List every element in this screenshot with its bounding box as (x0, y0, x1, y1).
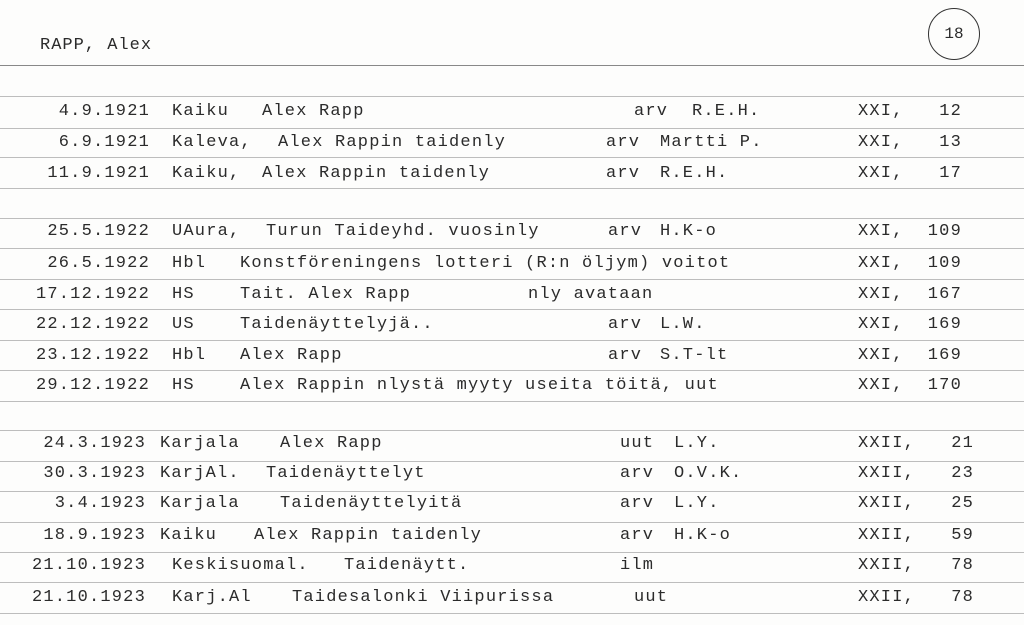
card-header-name: RAPP, Alex (40, 36, 153, 55)
entry-page: 25 (951, 494, 974, 513)
ruled-line (0, 128, 1024, 129)
entry-page: 59 (951, 526, 974, 545)
entry-title: Alex Rapp (240, 346, 343, 365)
entry-volume: XXI, (858, 376, 904, 395)
entry-row (0, 556, 1024, 578)
entry-row (0, 164, 1024, 186)
entry-source: Hbl (172, 254, 207, 273)
ruled-line (0, 157, 1024, 158)
entry-date: 6.9.1921 (58, 133, 150, 152)
entry-author: L.Y. (674, 434, 720, 453)
entry-volume: XXI, (858, 164, 904, 183)
entry-source: Hbl (172, 346, 207, 365)
entry-row (0, 346, 1024, 368)
entry-date: 21.10.1923 (31, 588, 146, 607)
entry-kind: arv (608, 315, 643, 334)
ruled-line (0, 96, 1024, 97)
entry-volume: XXII, (858, 434, 916, 453)
entry-page: 167 (927, 285, 962, 304)
entry-row (0, 285, 1024, 307)
ruled-line (0, 522, 1024, 523)
entry-volume: XXII, (858, 526, 916, 545)
entry-page: 21 (951, 434, 974, 453)
entry-kind: arv (634, 102, 669, 121)
entry-row (0, 588, 1024, 610)
entry-volume: XXII, (858, 588, 916, 607)
entry-page: 23 (951, 464, 974, 483)
entry-date: 26.5.1922 (47, 254, 150, 273)
entry-date: 30.3.1923 (43, 464, 146, 483)
entry-kind: arv (620, 464, 655, 483)
entry-volume: XXI, (858, 285, 904, 304)
ruled-line (0, 309, 1024, 310)
entry-row (0, 133, 1024, 155)
entry-page: 12 (939, 102, 962, 121)
ruled-line (0, 613, 1024, 614)
entry-title: Alex Rappin taidenly (262, 164, 491, 183)
entry-date: 3.4.1923 (54, 494, 146, 513)
entry-author: R.E.H. (692, 102, 761, 121)
entry-title: Taidenäyttelyt (266, 464, 426, 483)
entry-title: Tait. Alex Rapp (240, 285, 412, 304)
entry-date: 29.12.1922 (35, 376, 150, 395)
entry-kind: arv (608, 222, 643, 241)
entry-volume: XXI, (858, 315, 904, 334)
entry-author: Martti P. (660, 133, 763, 152)
entry-volume: XXI, (858, 254, 904, 273)
ruled-line (0, 552, 1024, 553)
ruled-line (0, 461, 1024, 462)
entry-kind: arv (620, 494, 655, 513)
entry-author: O.V.K. (674, 464, 743, 483)
entry-title: Taidenäytt. (344, 556, 470, 575)
entry-author: S.T-lt (660, 346, 729, 365)
ruled-line (0, 430, 1024, 431)
entry-row (0, 434, 1024, 456)
entry-volume: XXII, (858, 464, 916, 483)
entry-volume: XXII, (858, 494, 916, 513)
entry-volume: XXI, (858, 133, 904, 152)
entry-page: 169 (927, 315, 962, 334)
entry-page: 78 (951, 588, 974, 607)
entry-title: Taidesalonki Viipurissa (292, 588, 555, 607)
entry-source: UAura, (172, 222, 241, 241)
ruled-line (0, 340, 1024, 341)
header-rule (0, 65, 1024, 66)
entry-title: Alex Rapp (280, 434, 383, 453)
entry-page: 169 (927, 346, 962, 365)
entry-row (0, 254, 1024, 276)
entry-volume: XXI, (858, 346, 904, 365)
entry-source: Kaiku (160, 526, 218, 545)
entry-source: Karjala (160, 434, 240, 453)
entry-title: Taidenäyttelyitä (280, 494, 463, 513)
entry-author: H.K-o (660, 222, 718, 241)
entry-kind: arv (608, 346, 643, 365)
entry-source: HS (172, 376, 195, 395)
entry-page: 109 (927, 222, 962, 241)
entry-title: Alex Rappin taidenly (278, 133, 507, 152)
entry-volume: XXI, (858, 102, 904, 121)
entry-date: 23.12.1922 (35, 346, 150, 365)
entry-title: Alex Rappin taidenly (254, 526, 483, 545)
entry-source: Keskisuomal. (172, 556, 309, 575)
entry-author: R.E.H. (660, 164, 729, 183)
entry-kind: arv (620, 526, 655, 545)
entry-source: Kaleva, (172, 133, 252, 152)
entry-date: 4.9.1921 (58, 102, 150, 121)
ruled-line (0, 401, 1024, 402)
entry-source: Karjala (160, 494, 240, 513)
ruled-line (0, 188, 1024, 189)
card-number: 18 (944, 25, 964, 43)
entry-source: Kaiku (172, 102, 230, 121)
entry-title: Konstföreningens lotteri (R:n öljym) voitot (240, 254, 731, 273)
entry-source: HS (172, 285, 195, 304)
entry-date: 24.3.1923 (43, 434, 146, 453)
ruled-line (0, 370, 1024, 371)
entry-page: 13 (939, 133, 962, 152)
entry-volume: XXII, (858, 556, 916, 575)
entry-kind: arv (606, 164, 641, 183)
entry-row (0, 222, 1024, 244)
entry-page: 17 (939, 164, 962, 183)
entry-source: Karj.Al (172, 588, 252, 607)
entry-title: Alex Rappin nlystä myyty useita töitä, uut (240, 376, 719, 395)
ruled-line (0, 491, 1024, 492)
entry-author: L.Y. (674, 494, 720, 513)
entry-row (0, 526, 1024, 548)
entry-title: Alex Rapp (262, 102, 365, 121)
entry-page: 109 (927, 254, 962, 273)
card-number-circle (928, 8, 980, 60)
entry-row (0, 494, 1024, 516)
entry-kind: uut (634, 588, 669, 607)
entry-date: 18.9.1923 (43, 526, 146, 545)
ruled-line (0, 218, 1024, 219)
entry-author: H.K-o (674, 526, 732, 545)
entry-date: 11.9.1921 (47, 164, 150, 183)
entry-date: 17.12.1922 (35, 285, 150, 304)
entry-date: 21.10.1923 (31, 556, 146, 575)
entry-author: L.W. (660, 315, 706, 334)
entry-source: Kaiku, (172, 164, 241, 183)
entry-row (0, 315, 1024, 337)
entry-kind: uut (620, 434, 655, 453)
ruled-line (0, 279, 1024, 280)
entry-source: KarjAl. (160, 464, 240, 483)
entry-row (0, 102, 1024, 124)
entry-page: 170 (927, 376, 962, 395)
ruled-line (0, 582, 1024, 583)
entry-kind: ilm (620, 556, 655, 575)
entry-row (0, 376, 1024, 398)
entry-page: 78 (951, 556, 974, 575)
entry-title: Taidenäyttelyjä.. (240, 315, 434, 334)
entry-kind: arv (606, 133, 641, 152)
entry-row (0, 464, 1024, 486)
entry-kind: nly avataan (528, 285, 654, 304)
entry-date: 25.5.1922 (47, 222, 150, 241)
entry-date: 22.12.1922 (35, 315, 150, 334)
entry-volume: XXI, (858, 222, 904, 241)
entry-source: US (172, 315, 195, 334)
entry-title: Turun Taideyhd. vuosinly (266, 222, 540, 241)
ruled-line (0, 248, 1024, 249)
